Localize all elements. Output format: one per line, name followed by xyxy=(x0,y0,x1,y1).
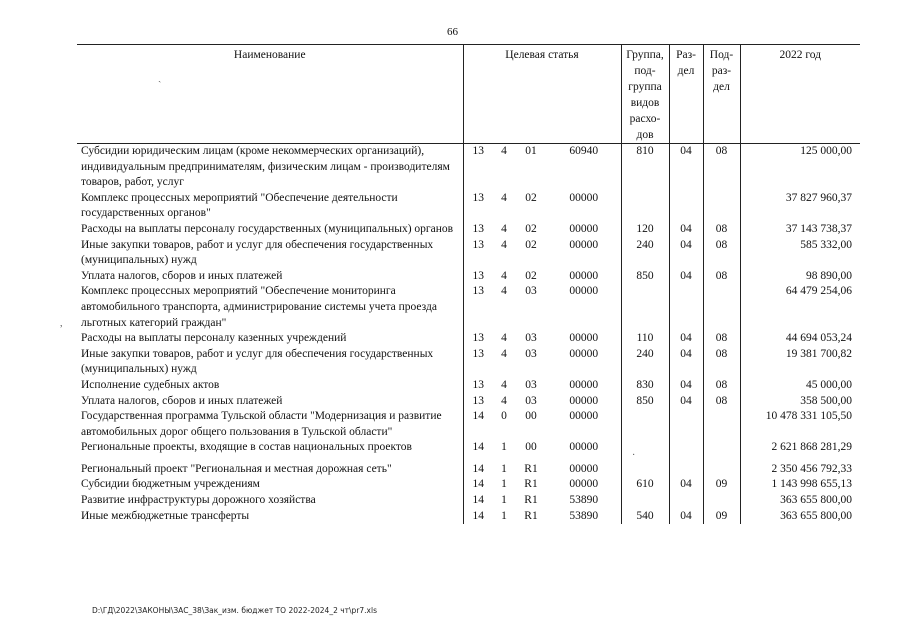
cell-c2: 1 xyxy=(501,441,507,454)
cell-c1: 13 xyxy=(472,222,484,235)
table-row xyxy=(77,191,860,222)
cell-section: 04 xyxy=(669,394,703,410)
stray-mark: ˎ xyxy=(158,72,162,83)
cell-c3: 03 xyxy=(525,332,537,345)
cell-subsection: 08 xyxy=(703,222,740,238)
cell-c2: 4 xyxy=(501,269,507,282)
table-row xyxy=(77,331,860,347)
cell-c3: 00 xyxy=(525,410,537,423)
cell-name: Расходы на выплаты персоналу государственных (муниципальных) органов xyxy=(77,222,463,238)
cell-c3: R1 xyxy=(524,478,538,491)
cell-c4: 00000 xyxy=(547,378,621,394)
cell-amount: 64 479 254,06 xyxy=(785,285,852,298)
cell-name: Комплекс процессных мероприятий "Обеспечение мониторинга автомобильного транспорта, администрирование системы учета проезда льготных категорий граждан" xyxy=(77,284,463,331)
cell-c1: 13 xyxy=(472,238,484,251)
cell-group: 120 xyxy=(621,222,669,238)
stray-mark: , xyxy=(60,318,63,329)
cell-c2: 4 xyxy=(501,394,507,407)
cell-section: 04 xyxy=(669,509,703,525)
cell-amount: 44 694 053,24 xyxy=(785,332,852,345)
cell-c3: 02 xyxy=(525,222,537,235)
cell-section xyxy=(669,284,703,331)
cell-group: 810 xyxy=(621,144,669,191)
cell-c2: 1 xyxy=(501,462,507,475)
cell-c3: 02 xyxy=(525,269,537,282)
cell-group xyxy=(621,440,669,456)
cell-subsection: 08 xyxy=(703,238,740,269)
cell-c3: R1 xyxy=(524,462,538,475)
cell-c4: 00000 xyxy=(547,269,621,285)
cell-group: 110 xyxy=(621,331,669,347)
cell-c4: 00000 xyxy=(547,347,621,378)
cell-c4: 00000 xyxy=(547,409,621,440)
header-year: 2022 год xyxy=(740,45,860,144)
table-row xyxy=(77,144,860,191)
cell-c4: 53890 xyxy=(547,493,621,509)
cell-name: Региональные проекты, входящие в состав национальных проектов xyxy=(77,440,463,456)
cell-c3: R1 xyxy=(524,509,538,522)
cell-name: Иные межбюджетные трансферты xyxy=(77,509,463,525)
cell-c4: 60940 xyxy=(547,144,621,191)
cell-subsection xyxy=(703,284,740,331)
cell-amount: 125 000,00 xyxy=(800,145,852,157)
cell-c1: 13 xyxy=(472,145,484,157)
cell-section xyxy=(669,191,703,222)
cell-subsection: 08 xyxy=(703,394,740,410)
stray-mark: · xyxy=(632,450,636,461)
page-number: 66 xyxy=(447,26,458,38)
header-name: Наименование xyxy=(77,45,463,144)
cell-name: Иные закупки товаров, работ и услуг для обеспечения государственных (муниципальных) нужд xyxy=(77,347,463,378)
cell-amount: 19 381 700,82 xyxy=(785,347,852,360)
cell-c4: 00000 xyxy=(547,238,621,269)
cell-c1: 14 xyxy=(472,478,484,491)
cell-group: 850 xyxy=(621,394,669,410)
cell-c4: 00000 xyxy=(547,191,621,222)
cell-subsection: 08 xyxy=(703,331,740,347)
cell-group xyxy=(621,191,669,222)
cell-subsection: 08 xyxy=(703,144,740,191)
cell-c4: 00000 xyxy=(547,394,621,410)
cell-group xyxy=(621,284,669,331)
cell-amount: 10 478 331 105,50 xyxy=(765,410,852,423)
cell-section: 04 xyxy=(669,238,703,269)
header-subsection: Под- раз- дел xyxy=(703,45,740,144)
cell-c2: 4 xyxy=(501,238,507,251)
cell-name: Расходы на выплаты персоналу казенных учреждений xyxy=(77,331,463,347)
cell-c4: 00000 xyxy=(547,222,621,238)
cell-name: Исполнение судебных актов xyxy=(77,378,463,394)
cell-amount: 363 655 800,00 xyxy=(780,509,852,522)
cell-subsection: 08 xyxy=(703,378,740,394)
cell-name: Иные закупки товаров, работ и услуг для обеспечения государственных (муниципальных) нужд xyxy=(77,238,463,269)
cell-c1: 13 xyxy=(472,269,484,282)
cell-name: Государственная программа Тульской области "Модернизация и развитие автомобильных дорог общего пользования в Тульской области" xyxy=(77,409,463,440)
table-row xyxy=(77,440,860,456)
cell-c2: 0 xyxy=(501,410,507,423)
table-row xyxy=(77,269,860,285)
cell-subsection xyxy=(703,493,740,509)
table-row xyxy=(77,509,860,525)
cell-c3: 01 xyxy=(525,145,537,157)
cell-c2: 1 xyxy=(501,478,507,491)
cell-section xyxy=(669,440,703,456)
cell-c1: 13 xyxy=(472,285,484,298)
cell-name: Развитие инфраструктуры дорожного хозяйства xyxy=(77,493,463,509)
cell-section xyxy=(669,493,703,509)
cell-c4: 00000 xyxy=(547,440,621,456)
cell-c1: 13 xyxy=(472,378,484,391)
budget-table-container xyxy=(77,44,860,524)
cell-section xyxy=(669,462,703,478)
cell-c2: 4 xyxy=(501,191,507,204)
file-path-footer: D:\ГД\2022\ЗАКОНЫ\ЗАС_38\Зак_изм. бюджет ТО 2022-2024_2 чт\pr7.xls xyxy=(92,606,377,615)
cell-c2: 4 xyxy=(501,145,507,157)
cell-subsection: 08 xyxy=(703,269,740,285)
cell-group xyxy=(621,462,669,478)
cell-name: Региональный проект "Региональная и местная дорожная сеть" xyxy=(77,462,463,478)
cell-subsection: 08 xyxy=(703,347,740,378)
cell-c2: 1 xyxy=(501,509,507,522)
cell-name: Субсидии юридическим лицам (кроме некоммерческих организаций), индивидуальным предпринимателям, физическим лицам - производителям товаров, работ, услуг xyxy=(77,144,463,191)
cell-c1: 13 xyxy=(472,394,484,407)
cell-c3: 00 xyxy=(525,441,537,454)
table-row xyxy=(77,347,860,378)
cell-section xyxy=(669,409,703,440)
cell-c3: 03 xyxy=(525,285,537,298)
cell-c4: 53890 xyxy=(547,509,621,525)
cell-name: Уплата налогов, сборов и иных платежей xyxy=(77,394,463,410)
cell-group: 240 xyxy=(621,238,669,269)
cell-group: 850 xyxy=(621,269,669,285)
cell-c2: 4 xyxy=(501,222,507,235)
header-section: Раз- дел xyxy=(669,45,703,144)
cell-group xyxy=(621,409,669,440)
header-target: Целевая статья xyxy=(463,45,621,144)
cell-c1: 14 xyxy=(472,494,484,507)
cell-c2: 1 xyxy=(501,494,507,507)
cell-amount: 1 143 998 655,13 xyxy=(771,478,852,491)
cell-section: 04 xyxy=(669,378,703,394)
cell-c3: 02 xyxy=(525,238,537,251)
cell-amount: 2 621 868 281,29 xyxy=(771,441,852,454)
cell-amount: 363 655 800,00 xyxy=(780,494,852,507)
cell-group: 540 xyxy=(621,509,669,525)
table-header-row xyxy=(77,45,860,144)
cell-c4: 00000 xyxy=(547,477,621,493)
table-row xyxy=(77,493,860,509)
header-group: Группа, под- группа видов расхо- дов xyxy=(621,45,669,144)
table-row xyxy=(77,284,860,331)
table-row xyxy=(77,394,860,410)
table-row xyxy=(77,222,860,238)
cell-name: Субсидии бюджетным учреждениям xyxy=(77,477,463,493)
cell-c4: 00000 xyxy=(547,462,621,478)
cell-name: Комплекс процессных мероприятий "Обеспечение деятельности государственных органов" xyxy=(77,191,463,222)
cell-section: 04 xyxy=(669,222,703,238)
cell-c3: R1 xyxy=(524,494,538,507)
cell-amount: 37 827 960,37 xyxy=(785,191,852,204)
cell-group: 830 xyxy=(621,378,669,394)
cell-c2: 4 xyxy=(501,347,507,360)
table-row xyxy=(77,238,860,269)
cell-subsection xyxy=(703,409,740,440)
cell-group: 240 xyxy=(621,347,669,378)
cell-amount: 37 143 738,37 xyxy=(785,222,852,235)
cell-c1: 13 xyxy=(472,347,484,360)
cell-amount: 98 890,00 xyxy=(806,269,852,282)
cell-c1: 13 xyxy=(472,191,484,204)
cell-subsection xyxy=(703,462,740,478)
cell-group: 610 xyxy=(621,477,669,493)
cell-c2: 4 xyxy=(501,285,507,298)
cell-group xyxy=(621,493,669,509)
budget-table xyxy=(77,44,860,524)
cell-c4: 00000 xyxy=(547,331,621,347)
cell-amount: 358 500,00 xyxy=(800,394,852,407)
cell-amount: 2 350 456 792,33 xyxy=(771,462,852,475)
cell-subsection: 09 xyxy=(703,477,740,493)
table-row xyxy=(77,477,860,493)
cell-subsection xyxy=(703,191,740,222)
cell-c3: 03 xyxy=(525,347,537,360)
cell-section: 04 xyxy=(669,144,703,191)
cell-c2: 4 xyxy=(501,378,507,391)
cell-section: 04 xyxy=(669,477,703,493)
cell-c3: 02 xyxy=(525,191,537,204)
cell-c3: 03 xyxy=(525,394,537,407)
cell-subsection xyxy=(703,440,740,456)
table-row xyxy=(77,462,860,478)
cell-amount: 585 332,00 xyxy=(800,238,852,251)
cell-c1: 14 xyxy=(472,462,484,475)
cell-section: 04 xyxy=(669,347,703,378)
cell-c4: 00000 xyxy=(547,284,621,331)
cell-c2: 4 xyxy=(501,332,507,345)
table-row xyxy=(77,409,860,440)
cell-c3: 03 xyxy=(525,378,537,391)
cell-amount: 45 000,00 xyxy=(806,378,852,391)
cell-c1: 14 xyxy=(472,410,484,423)
cell-subsection: 09 xyxy=(703,509,740,525)
cell-c1: 13 xyxy=(472,332,484,345)
table-body xyxy=(77,144,860,525)
cell-name: Уплата налогов, сборов и иных платежей xyxy=(77,269,463,285)
cell-c1: 14 xyxy=(472,441,484,454)
cell-section: 04 xyxy=(669,331,703,347)
cell-section: 04 xyxy=(669,269,703,285)
cell-c1: 14 xyxy=(472,509,484,522)
table-row xyxy=(77,378,860,394)
